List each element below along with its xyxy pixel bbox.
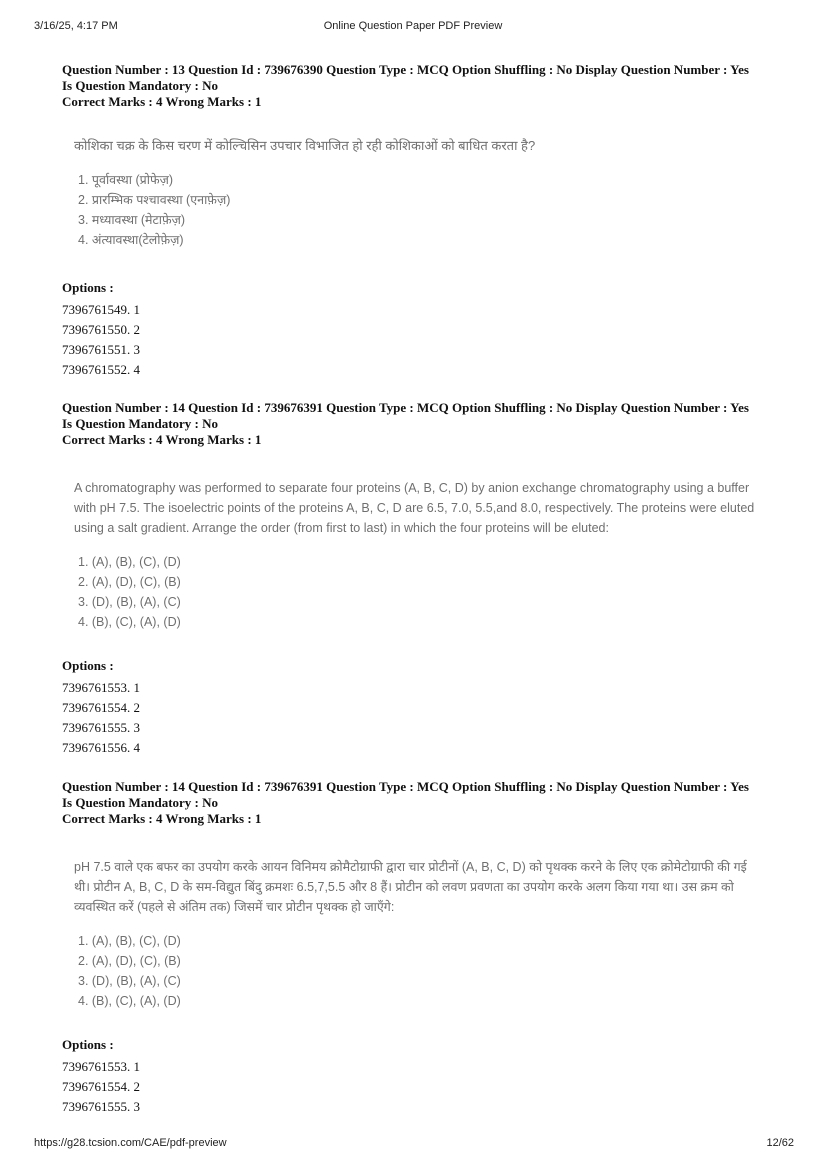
choice-list (74, 931, 782, 1011)
question-content (74, 857, 782, 1011)
question-mandatory: Is Question Mandatory : No (62, 416, 219, 431)
page-number: 12/62 (766, 1137, 794, 1149)
question-meta-line: Question Number : 14 Question Id : 739676391 Question Type : MCQ Option Shuffling : No Display Question Number : Yes (62, 779, 749, 794)
choice-list (74, 170, 782, 250)
question-content (74, 136, 782, 250)
choice-item: 2. प्रारम्भिक पश्चावस्था (एनाफ़ेज़) (78, 193, 231, 207)
question-meta (62, 62, 782, 110)
options-heading: Options : (62, 658, 114, 673)
option-item: 7396761553. 1 (62, 680, 140, 695)
question-mandatory: Is Question Mandatory : No (62, 78, 219, 93)
question-text: pH 7.5 वाले एक बफर का उपयोग करके आयन विनिमय क्रोमैटोग्राफी द्वारा चार प्रोटीनों (A, B, C, D) को पृथक्क करने के लिए एक क्रोमेटोग्राफी की गई थी। प्रोटीन A, B, C, D के सम-विद्युत बिंदु क्रमशः 6.5,7,5.5 और 8 हैं। प्रोटीन को लवण प्रवणता का उपयोग करके अलग किया गया था। उस क्रम को व्यवस्थित करें (पहले से अंतिम तक) जिसमें चार प्रोटीन पृथक्क हो जाएँगे: (74, 860, 747, 914)
option-item: 7396761550. 2 (62, 322, 140, 337)
choice-item: 3. (D), (B), (A), (C) (78, 974, 181, 988)
question-meta (62, 400, 782, 448)
question-text: कोशिका चक्र के किस चरण में कोल्चिसिन उपचार विभाजित हो रही कोशिकाओं को बाधित करता है? (74, 138, 536, 153)
choice-item: 3. मध्यावस्था (मेटाफ़ेज़) (78, 213, 186, 227)
choice-item: 4. (B), (C), (A), (D) (78, 615, 181, 629)
choice-item: 4. अंत्यावस्था(टेलोफ़ेज़) (78, 233, 184, 247)
option-item: 7396761555. 3 (62, 1099, 140, 1114)
question-marks: Correct Marks : 4 Wrong Marks : 1 (62, 811, 262, 826)
question-content (74, 478, 782, 632)
option-item: 7396761553. 1 (62, 1059, 140, 1074)
choice-item: 4. (B), (C), (A), (D) (78, 994, 181, 1008)
choice-item: 1. (A), (B), (C), (D) (78, 934, 181, 948)
option-item: 7396761554. 2 (62, 1079, 140, 1094)
option-item: 7396761556. 4 (62, 740, 140, 755)
print-title: Online Question Paper PDF Preview (323, 20, 503, 32)
choice-item: 1. पूर्वावस्था (प्रोफेज़) (78, 173, 174, 187)
question-meta (62, 779, 782, 827)
option-item: 7396761549. 1 (62, 302, 140, 317)
options-heading: Options : (62, 280, 114, 295)
choice-item: 2. (A), (D), (C), (B) (78, 954, 181, 968)
options-list (62, 678, 782, 758)
question-meta-line: Question Number : 13 Question Id : 739676390 Question Type : MCQ Option Shuffling : No Display Question Number : Yes (62, 62, 749, 77)
options-heading: Options : (62, 1037, 114, 1052)
question-block-13 (62, 62, 782, 380)
question-block-14-hi (62, 779, 782, 1117)
choice-item: 3. (D), (B), (A), (C) (78, 595, 181, 609)
option-item: 7396761552. 4 (62, 362, 140, 377)
question-text: A chromatography was performed to separate four proteins (A, B, C, D) by anion exchange chromatography using a buffer with pH 7.5. The isoelectric points of the proteins A, B, C, D are 6.5, 7.0, 5.5,and 8.0, respectively. The proteins were eluted using a salt gradient. Arrange the order (from first to last) in which the four proteins will be eluted: (74, 481, 755, 535)
question-marks: Correct Marks : 4 Wrong Marks : 1 (62, 432, 262, 447)
question-marks: Correct Marks : 4 Wrong Marks : 1 (62, 94, 262, 109)
question-block-14-en (62, 400, 782, 758)
choice-list (74, 552, 782, 632)
question-meta-line: Question Number : 14 Question Id : 739676391 Question Type : MCQ Option Shuffling : No Display Question Number : Yes (62, 400, 749, 415)
choice-item: 2. (A), (D), (C), (B) (78, 575, 181, 589)
print-datetime: 3/16/25, 4:17 PM (34, 20, 118, 32)
options-list (62, 300, 782, 380)
options-list (62, 1057, 782, 1117)
option-item: 7396761554. 2 (62, 700, 140, 715)
question-mandatory: Is Question Mandatory : No (62, 795, 219, 810)
print-url-link[interactable]: https://g28.tcsion.com/CAE/pdf-preview (34, 1137, 227, 1149)
option-item: 7396761551. 3 (62, 342, 140, 357)
option-item: 7396761555. 3 (62, 720, 140, 735)
choice-item: 1. (A), (B), (C), (D) (78, 555, 181, 569)
